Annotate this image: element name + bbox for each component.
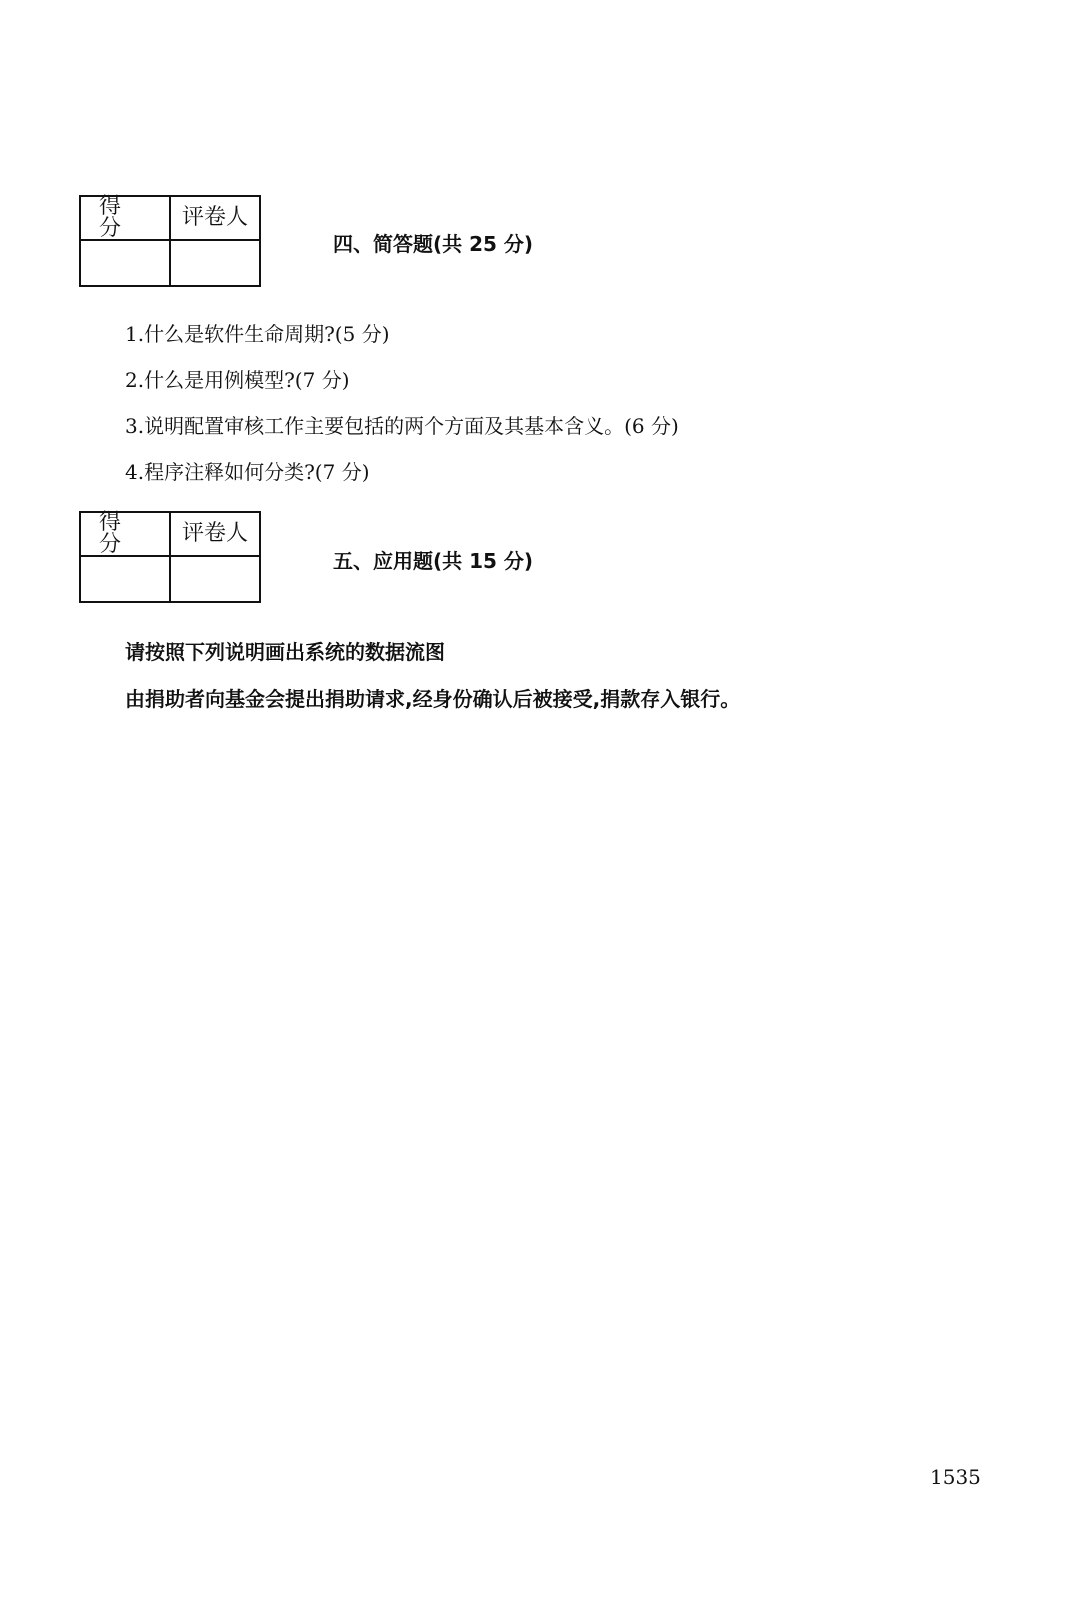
score-label: 得 分 bbox=[81, 513, 171, 557]
score-box-section-5 bbox=[79, 511, 261, 603]
question-1: 1.什么是软件生命周期?(5 分) bbox=[125, 322, 390, 346]
grader-label: 评卷人 bbox=[171, 197, 259, 241]
score-entry-cell bbox=[81, 241, 171, 285]
section-4-title: 四、简答题(共 25 分) bbox=[333, 232, 534, 256]
score-entry-cell bbox=[81, 557, 171, 601]
score-box-section-4 bbox=[79, 195, 261, 287]
instruction-text: 请按照下列说明画出系统的数据流图 bbox=[125, 640, 445, 664]
grader-entry-cell bbox=[171, 557, 259, 601]
question-2: 2.什么是用例模型?(7 分) bbox=[125, 368, 350, 392]
section-5-title: 五、应用题(共 15 分) bbox=[333, 549, 534, 573]
scenario-text: 由捐助者向基金会提出捐助请求,经身份确认后被接受,捐款存入银行。 bbox=[125, 687, 741, 711]
grader-label: 评卷人 bbox=[171, 513, 259, 557]
score-label: 得 分 bbox=[81, 197, 171, 241]
page-number: 1535 bbox=[930, 1465, 981, 1489]
question-3: 3.说明配置审核工作主要包括的两个方面及其基本含义。(6 分) bbox=[125, 414, 679, 438]
grader-entry-cell bbox=[171, 241, 259, 285]
question-4: 4.程序注释如何分类?(7 分) bbox=[125, 460, 370, 484]
